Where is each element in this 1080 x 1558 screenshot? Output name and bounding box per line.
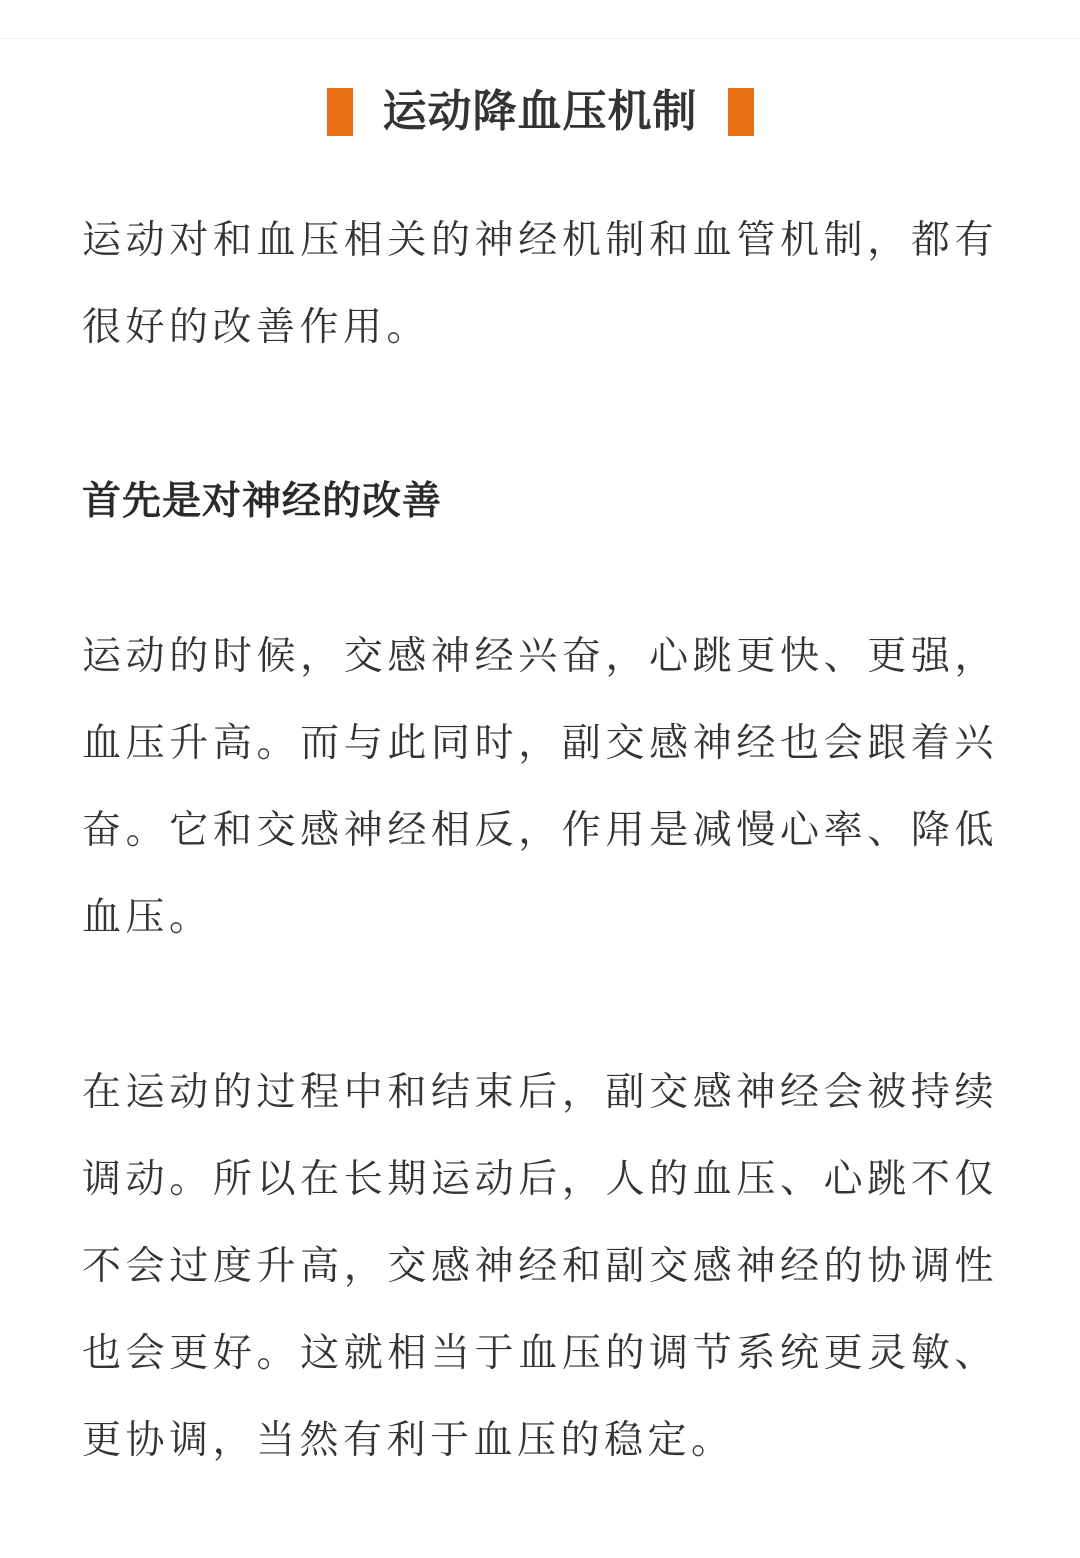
title-left-accent-bar	[327, 88, 353, 136]
body-paragraph-2: 在运动的过程中和结束后，副交感神经会被持续调动。所以在长期运动后，人的血压、心跳不仅不会过度升高，交感神经和副交感神经的协调性也会更好。这就相当于血压的调节系统更灵敏、更协调，当然有利于血压的稳定。	[82, 1070, 998, 1463]
title-right-accent-bar	[728, 88, 754, 136]
article-title-block	[0, 82, 1080, 142]
section-heading: 首先是对神经的改善	[82, 479, 443, 524]
intro-paragraph: 运动对和血压相关的神经机制和血管机制，都有很好的改善作用。	[82, 218, 998, 350]
top-divider	[0, 38, 1080, 39]
body-paragraph-1: 运动的时候，交感神经兴奋，心跳更快、更强，血压升高。而与此同时，副交感神经也会跟着兴奋。它和交感神经相反，作用是减慢心率、降低血压。	[82, 634, 998, 940]
article-title: 运动降血压机制	[382, 86, 698, 137]
